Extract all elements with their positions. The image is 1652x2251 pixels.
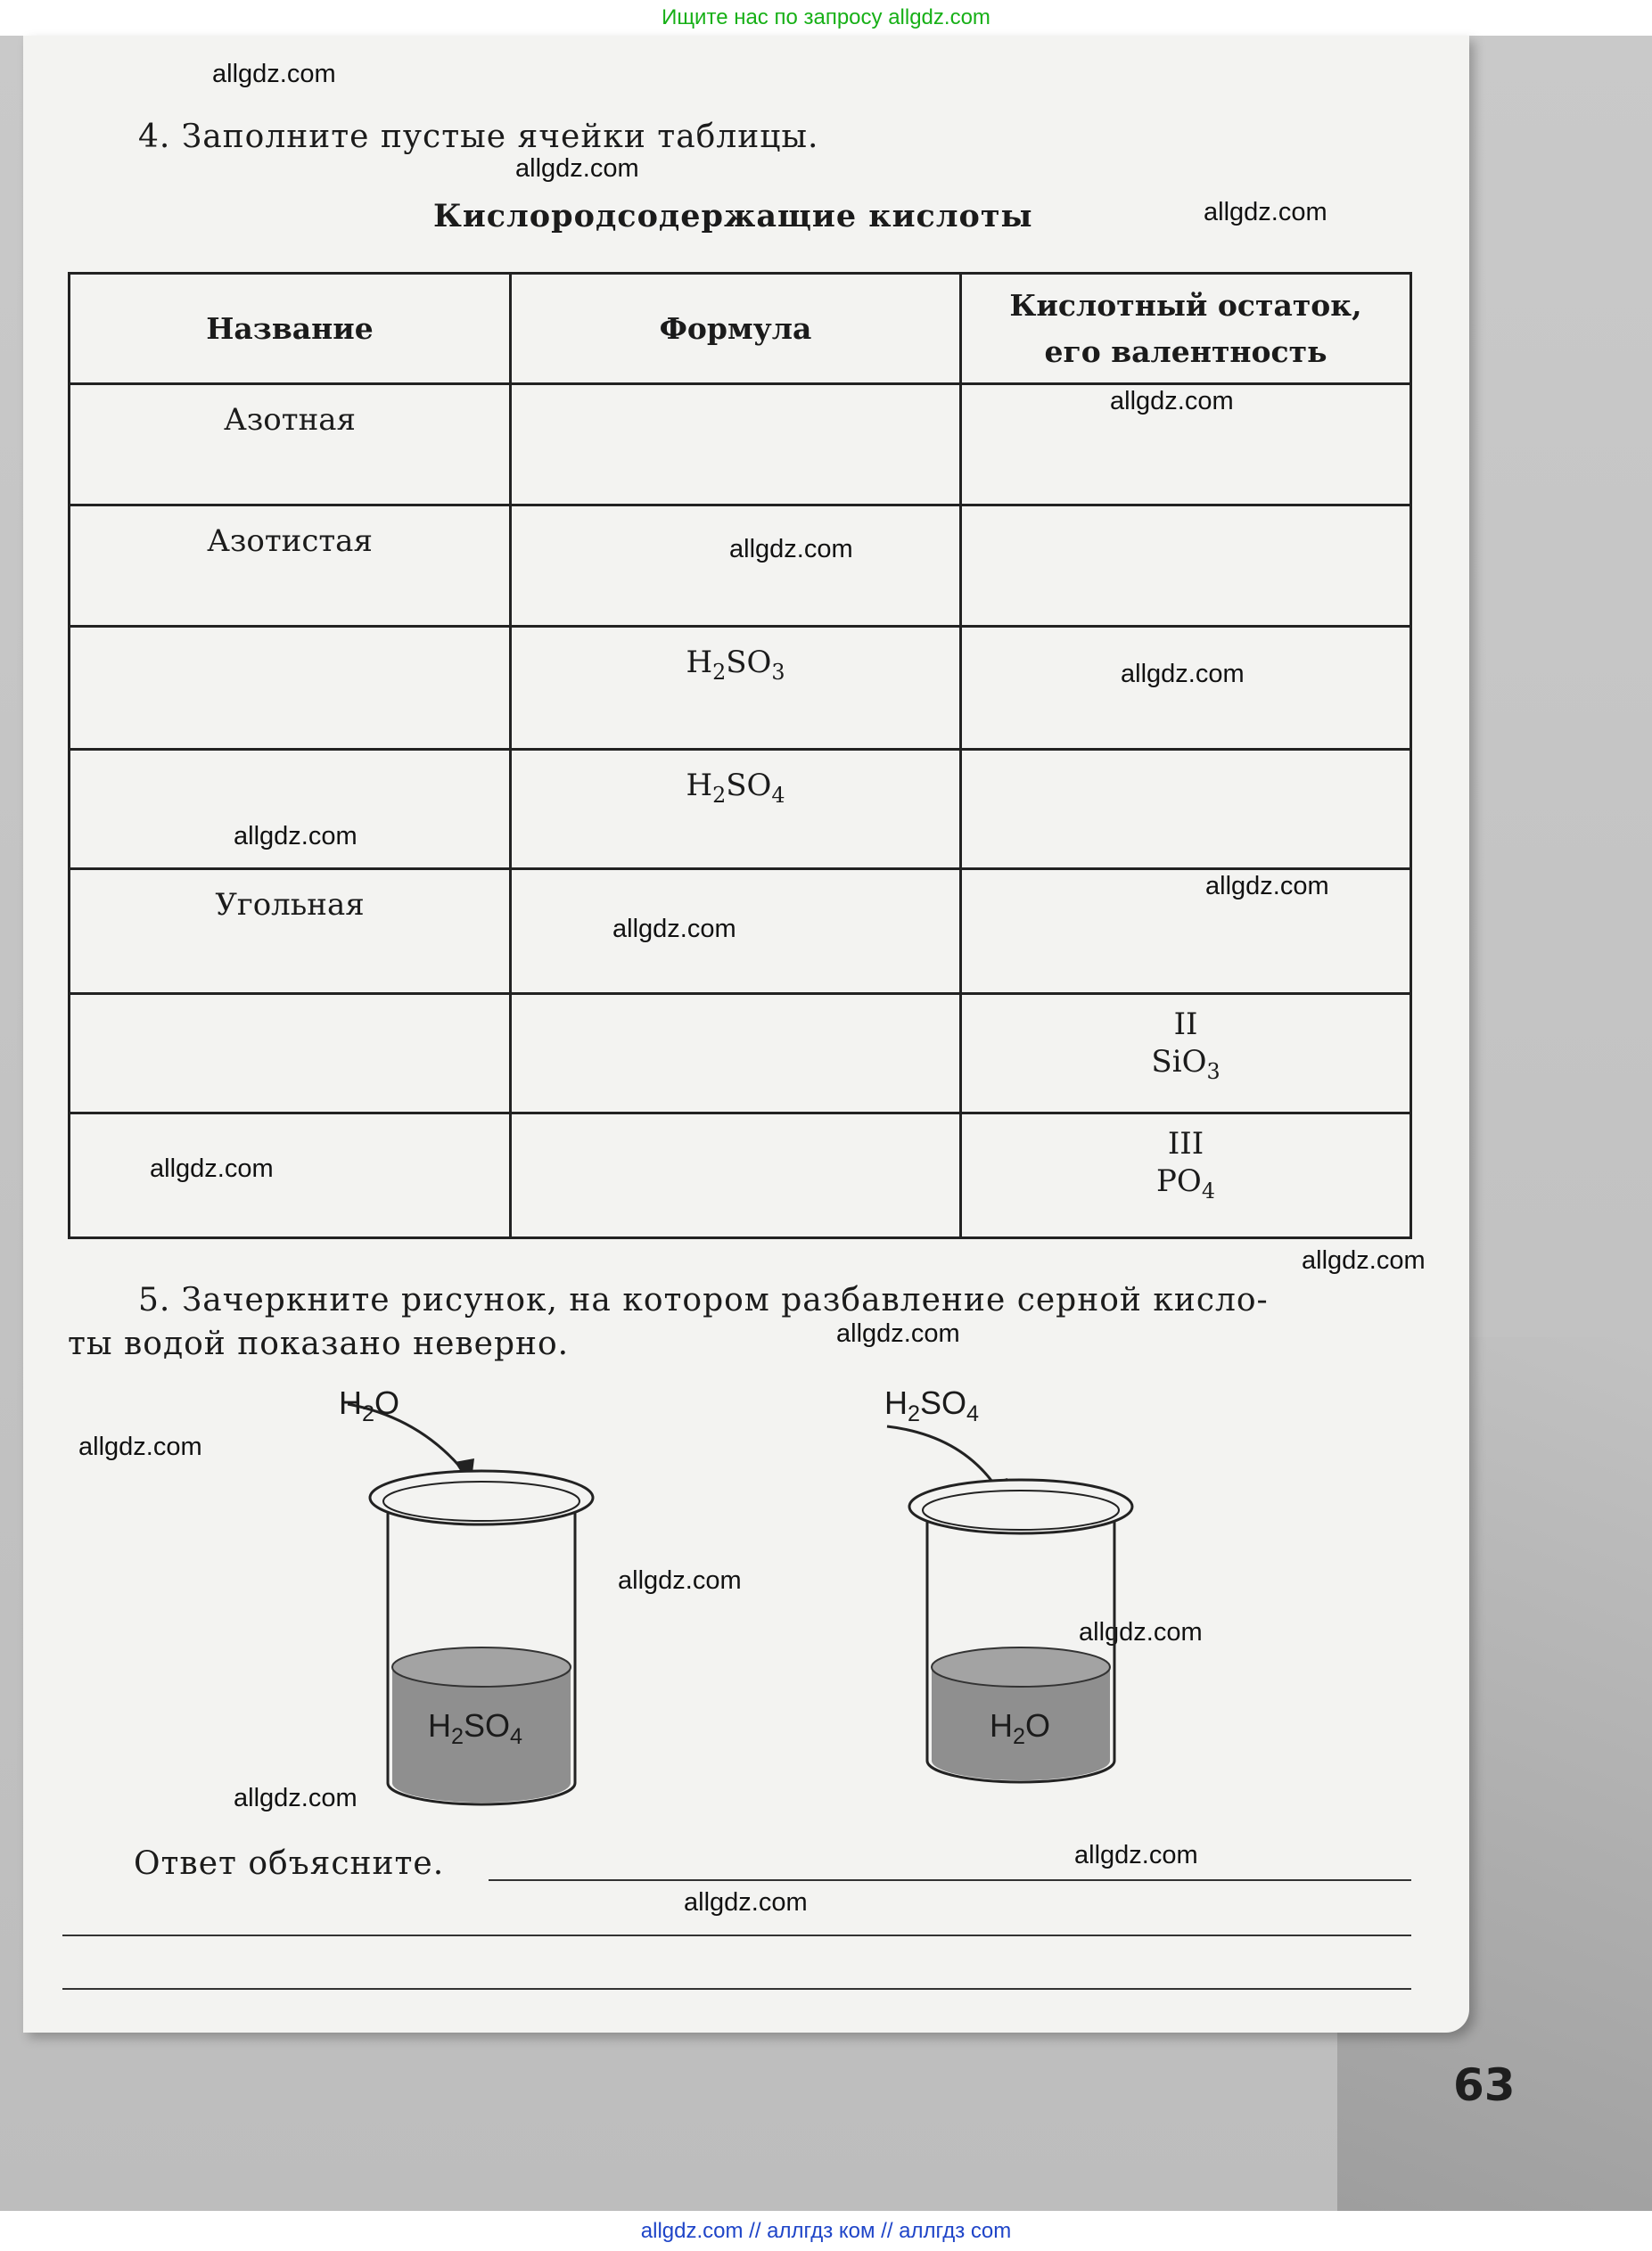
label-sub: 2 (908, 1401, 921, 1426)
watermark: allgdz.com (612, 915, 736, 943)
task5-heading-line2: ты водой показано неверно. (68, 1326, 570, 1362)
residue-sub: 4 (1201, 1179, 1215, 1204)
task4-heading: 4. Заполните пустые ячейки таблицы. (138, 119, 819, 155)
label-sub: 2 (1013, 1724, 1026, 1749)
label-sub2: 4 (510, 1724, 523, 1749)
watermark: allgdz.com (234, 822, 358, 850)
watermark: allgdz.com (836, 1319, 960, 1348)
watermark: allgdz.com (1205, 872, 1329, 900)
watermark: allgdz.com (1110, 387, 1234, 415)
top-banner[interactable]: Ищите нас по запросу allgdz.com (662, 5, 990, 29)
watermark: allgdz.com (1204, 198, 1327, 226)
beaker-right-top-label (884, 1384, 979, 1427)
formula-tail: SO (726, 768, 772, 803)
label-tail: SO (464, 1707, 511, 1744)
liquid-right-surface (932, 1647, 1110, 1687)
label-main: H (428, 1707, 451, 1744)
label-main: H (990, 1707, 1013, 1744)
header-formula: Формула (511, 274, 961, 384)
header-name: Название (70, 274, 511, 384)
residue-valence: III (1167, 1126, 1204, 1162)
label-sub: 2 (362, 1401, 375, 1426)
bottom-banner[interactable]: allgdz.com // аллгдз ком // аллгдз com (640, 2219, 1012, 2243)
cell-name[interactable]: Азотистая (70, 505, 511, 627)
liquid-left-surface (392, 1647, 571, 1687)
watermark: allgdz.com (1302, 1246, 1426, 1275)
beaker-right-rim (909, 1480, 1132, 1533)
watermark: allgdz.com (684, 1888, 808, 1917)
watermark: allgdz.com (1074, 1841, 1198, 1869)
watermark: allgdz.com (618, 1566, 742, 1595)
watermark: allgdz.com (234, 1784, 358, 1812)
cell-name[interactable]: Угольная (70, 869, 511, 994)
watermark: allgdz.com (150, 1154, 274, 1183)
watermark: allgdz.com (212, 60, 336, 88)
answer-label: Ответ объясните. (134, 1845, 445, 1882)
residue-main: PO (1156, 1163, 1202, 1199)
label-tail: O (374, 1384, 400, 1421)
residue-sub: 3 (1206, 1059, 1221, 1084)
watermark: allgdz.com (78, 1433, 202, 1461)
page-number: 63 (1453, 2059, 1516, 2111)
formula-sub2: 3 (771, 660, 785, 685)
formula-tail: SO (726, 645, 772, 680)
residue-valence: II (1173, 1006, 1198, 1042)
residue-main: SiO (1151, 1044, 1207, 1080)
label-main: H (339, 1384, 362, 1421)
label-tail: O (1025, 1707, 1051, 1744)
cell-name[interactable]: Азотная (70, 384, 511, 505)
label-main: H (884, 1384, 908, 1421)
watermark: allgdz.com (515, 154, 639, 183)
header-residue-line2: его валентность (1044, 333, 1327, 369)
label-sub2: 4 (966, 1401, 980, 1426)
formula-main: H (686, 645, 713, 680)
beaker-left-top-label (339, 1384, 399, 1427)
formula-sub: 2 (712, 660, 727, 685)
beaker-left-rim (370, 1471, 593, 1524)
label-sub: 2 (451, 1724, 464, 1749)
watermark: allgdz.com (1079, 1618, 1203, 1647)
formula-sub: 2 (712, 783, 727, 808)
header-residue-line1: Кислотный остаток, (1009, 287, 1362, 323)
task5-heading-line1: 5. Зачеркните рисунок, на котором разбавление серной кисло- (138, 1282, 1269, 1319)
table-title: Кислородсодержащие кислоты (433, 198, 1033, 234)
beaker-left-inside-label (428, 1707, 522, 1750)
answer-line[interactable] (62, 1988, 1411, 1990)
formula-sub2: 4 (771, 783, 785, 808)
answer-line[interactable] (489, 1879, 1411, 1881)
formula-main: H (686, 768, 713, 803)
watermark: allgdz.com (1121, 660, 1245, 688)
beaker-right-inside-label (990, 1707, 1050, 1750)
label-tail: SO (920, 1384, 967, 1421)
answer-line[interactable] (62, 1935, 1411, 1936)
watermark: allgdz.com (729, 535, 853, 563)
